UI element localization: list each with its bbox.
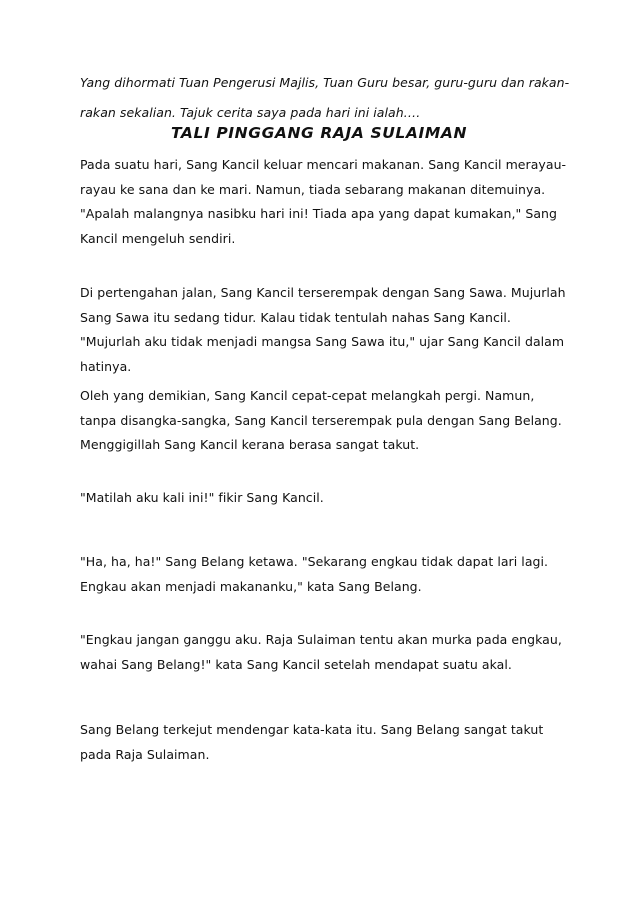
story-paragraph-3: Oleh yang demikian, Sang Kancil cepat-cepat melangkah pergi. Namun, tanpa disangka-sangka, Sang Kancil terserempak pula dengan Sang Belang. Menggigillah Sang Kancil kerana berasa sangat takut. (80, 388, 562, 452)
story-paragraph-4: "Matilah aku kali ini!" fikir Sang Kancil. (80, 490, 324, 505)
story-paragraph-1: Pada suatu hari, Sang Kancil keluar mencari makanan. Sang Kancil merayau-rayau ke sana dan ke mari. Namun, tiada sebarang makanan ditemuinya. "Apalah malangnya nasibku hari ini! Tiada apa yang dapat kumakan," Sang Kancil mengeluh sendiri. (80, 157, 567, 246)
story-paragraph-6: "Engkau jangan ganggu aku. Raja Sulaiman tentu akan murka pada engkau, wahai Sang Belang!" kata Sang Kancil setelah mendapat suatu akal. (80, 632, 562, 672)
story-paragraph-5: "Ha, ha, ha!" Sang Belang ketawa. "Sekarang engkau tidak dapat lari lagi. Engkau akan menjadi makananku," kata Sang Belang. (80, 554, 549, 594)
intro-paragraph: Yang dihormati Tuan Pengerusi Majlis, Tuan Guru besar, guru-guru dan rakan-rakan sekalian. Tajuk cerita saya pada hari ini ialah…. (80, 75, 570, 120)
story-paragraph-2: Di pertengahan jalan, Sang Kancil terserempak dengan Sang Sawa. Mujurlah Sang Sawa itu sedang tidur. Kalau tidak tentulah nahas Sang Kancil. "Mujurlah aku tidak menjadi mangsa Sang Sawa itu," ujar Sang Kancil dalam hatinya. (80, 285, 566, 374)
story-title: TALI PINGGANG RAJA SULAIMAN (170, 124, 468, 142)
story-paragraph-7: Sang Belang terkejut mendengar kata-kata itu. Sang Belang sangat takut pada Raja Sulaiman. (80, 722, 544, 762)
